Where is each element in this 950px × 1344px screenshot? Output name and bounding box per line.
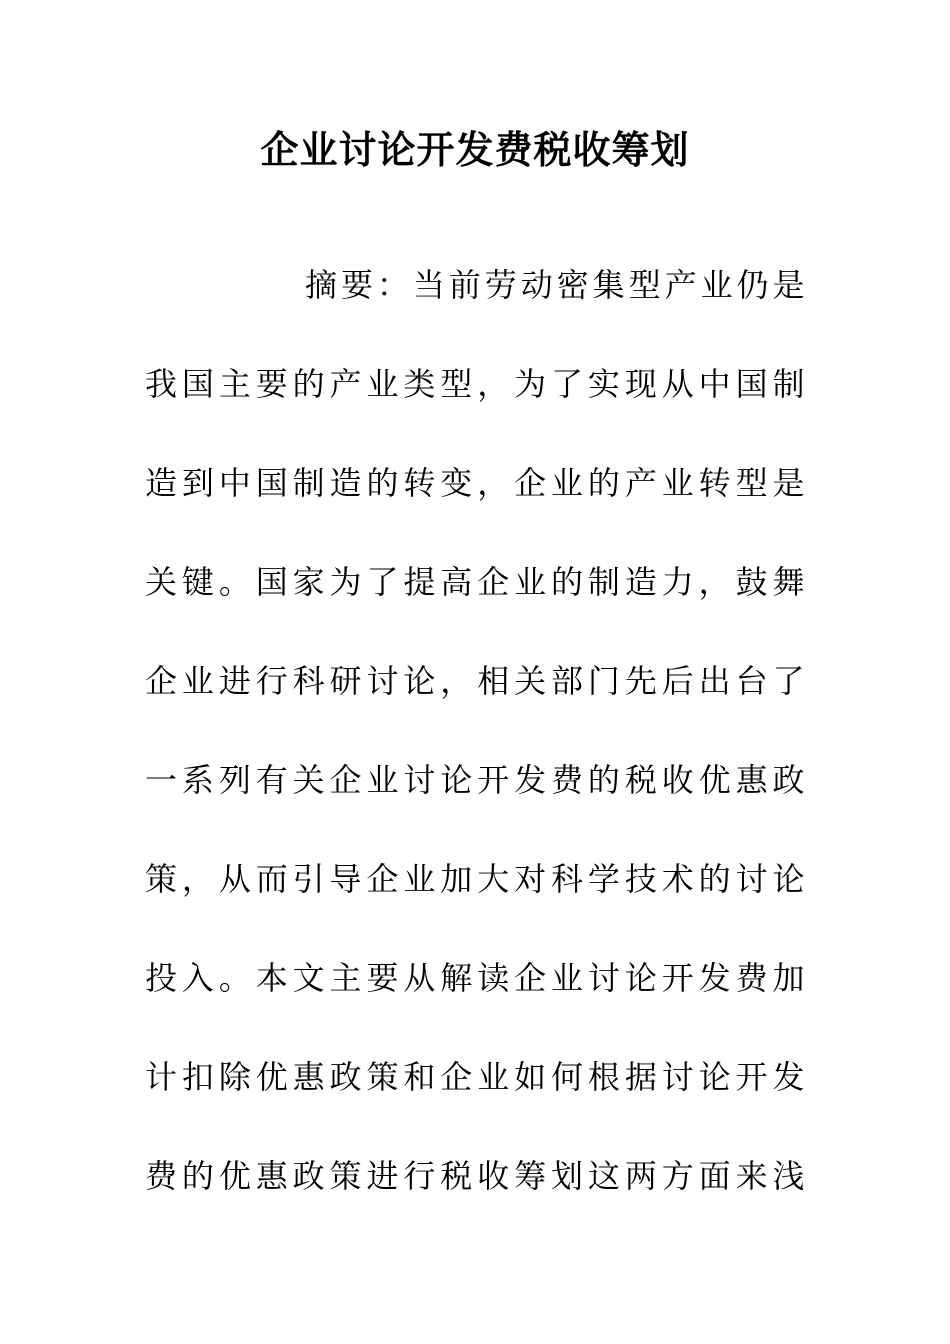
- abstract-line-7: 策，从而引导企业加大对科学技术的讨论: [145, 860, 805, 898]
- abstract-line-5: 企业进行科研讨论，相关部门先后出台了: [145, 662, 805, 700]
- abstract-line-4: 关键。国家为了提高企业的制造力，鼓舞: [145, 563, 805, 601]
- abstract-line-8: 投入。本文主要从解读企业讨论开发费加: [145, 959, 805, 997]
- abstract-line-2: 我国主要的产业类型，为了实现从中国制: [145, 365, 805, 403]
- abstract-line-9: 计扣除优惠政策和企业如何根据讨论开发: [145, 1058, 805, 1096]
- document-title: 企业讨论开发费税收筹划: [260, 128, 690, 172]
- abstract-line-10: 费的优惠政策进行税收筹划这两方面来浅: [145, 1157, 805, 1195]
- abstract-line-1: 摘要：当前劳动密集型产业仍是: [305, 266, 805, 304]
- abstract-line-6: 一系列有关企业讨论开发费的税收优惠政: [145, 761, 805, 799]
- abstract-line-3: 造到中国制造的转变，企业的产业转型是: [145, 464, 805, 502]
